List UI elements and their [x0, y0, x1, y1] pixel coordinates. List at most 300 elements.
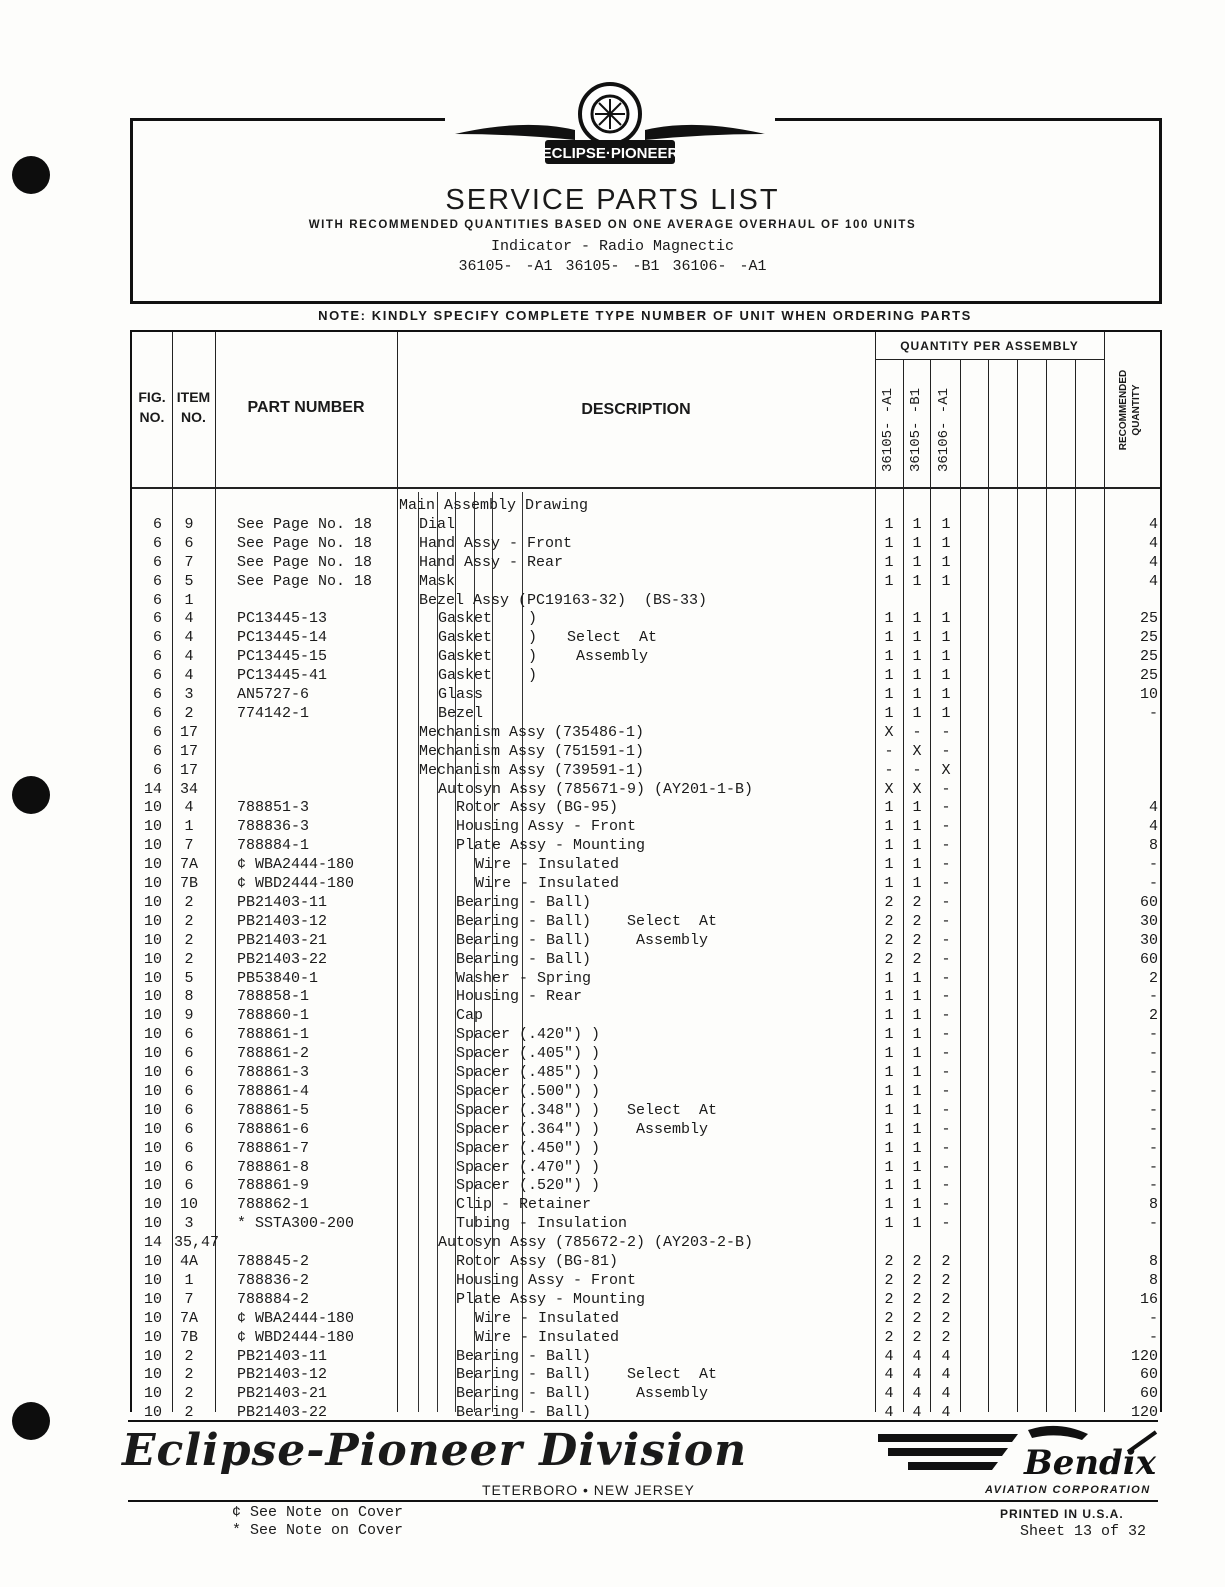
description: Washer - Spring [456, 969, 592, 987]
part-number: 788860-1 [237, 1007, 310, 1025]
qty-36106-a1: - [941, 1177, 951, 1195]
fig-no: 10 [143, 799, 162, 817]
item-no: 8 [184, 988, 194, 1006]
description-note: Assembly [627, 931, 709, 949]
item-no: 3 [184, 686, 194, 703]
fig-no: 14 [143, 1234, 162, 1252]
part-number: 788861-9 [237, 1177, 310, 1195]
qty-36106-a1: 2 [941, 1328, 951, 1346]
fig-no: 10 [143, 1404, 162, 1422]
qty-36105-a1: 1 [884, 534, 894, 552]
description-note: Select At [627, 912, 718, 930]
description-note: Select At [567, 629, 658, 647]
qty-36105-a1: 1 [884, 1196, 894, 1214]
qty-36106-a1: - [941, 723, 951, 741]
description: Housing Assy - Front [456, 1271, 637, 1289]
qty-36105-a1: 2 [884, 893, 894, 911]
fig-no: 10 [143, 931, 162, 949]
qty-36106-a1: 1 [941, 686, 951, 703]
fig-no: 10 [143, 818, 162, 836]
fig-no: 6 [152, 686, 162, 703]
qty-36105-b1: 1 [912, 704, 922, 722]
table-row [132, 723, 1160, 742]
part-number: AN5727-6 [237, 686, 310, 703]
qty-36105-a1: 1 [884, 686, 894, 703]
qty-36106-a1: 1 [941, 704, 951, 722]
recommended-quantity: 30 [1139, 912, 1158, 930]
item-no: 6 [184, 1101, 194, 1119]
description: Hand Assy - Front [419, 534, 573, 552]
qty-36106-a1: 1 [941, 515, 951, 533]
recommended-quantity: - [1148, 1215, 1158, 1233]
qty-36105-b1: 1 [912, 1177, 922, 1195]
table-row [132, 609, 1160, 628]
qty-36105-b1: 1 [912, 818, 922, 836]
description: Housing - Rear [456, 988, 583, 1006]
part-number: 788862-1 [237, 1196, 310, 1214]
item-no: 1 [184, 1271, 194, 1289]
fig-no: 10 [143, 1328, 162, 1346]
recommended-quantity: 25 [1139, 648, 1158, 666]
qty-36105-b1: 4 [912, 1366, 922, 1384]
qty-36105-b1: 1 [912, 1026, 922, 1044]
table-row [132, 1082, 1160, 1101]
recommended-quantity: 4 [1148, 515, 1158, 533]
item-no: 1 [184, 591, 194, 609]
qty-36106-a1: X [941, 761, 951, 779]
item-no: 6 [184, 1045, 194, 1063]
table-row [132, 1139, 1160, 1158]
description: Cap [456, 1007, 484, 1025]
unit-name: Indicator - Radio Magnectic [490, 238, 735, 255]
description: Tubing - Insulation [456, 1215, 628, 1233]
qty-36106-a1: - [941, 969, 951, 987]
fig-no: 10 [143, 1309, 162, 1327]
recommended-quantity: - [1148, 988, 1158, 1006]
qty-36105-a1: 1 [884, 704, 894, 722]
qty-36105-a1: 1 [884, 799, 894, 817]
item-no: 3 [184, 1215, 194, 1233]
item-no: 6 [184, 534, 194, 552]
fig-no: 6 [152, 742, 162, 760]
recommended-quantity: 8 [1148, 1253, 1158, 1270]
fig-no: 6 [152, 723, 162, 741]
qty-36106-a1: - [941, 1007, 951, 1025]
qty-36105-a1: 1 [884, 648, 894, 666]
qty-36106-a1: - [941, 912, 951, 930]
table-row [132, 817, 1160, 836]
qty-36105-b1: 1 [912, 1158, 922, 1176]
qty-36105-a1: X [884, 780, 894, 798]
part-number: 788836-3 [237, 818, 310, 836]
punch-hole [12, 1402, 50, 1440]
description: Mask [419, 572, 456, 590]
qty-36105-a1: 1 [884, 629, 894, 647]
part-number: PC13445-13 [237, 610, 328, 628]
svg-text:ECLIPSE·PIONEER: ECLIPSE·PIONEER [541, 145, 679, 162]
qty-36106-a1: - [941, 856, 951, 874]
qty-36105-b1: 1 [912, 629, 922, 647]
qty-36106-a1: - [941, 893, 951, 911]
table-row [132, 855, 1160, 874]
part-number: 788861-6 [237, 1120, 310, 1138]
qty-36105-a1: 1 [884, 1139, 894, 1157]
table-row [132, 1101, 1160, 1120]
qty-36106-a1: - [941, 1120, 951, 1138]
part-number: PB21403-21 [237, 931, 328, 949]
table-row [132, 1384, 1160, 1403]
recommended-quantity: 25 [1139, 667, 1158, 685]
recommended-quantity: 60 [1139, 1366, 1158, 1384]
part-number: 788861-7 [237, 1139, 310, 1157]
table-row [132, 1347, 1160, 1366]
item-no: 34 [179, 780, 198, 798]
description: Hand Assy - Rear [419, 553, 564, 571]
qty-36106-a1: 2 [941, 1271, 951, 1289]
item-no: 7A [179, 856, 198, 874]
table-row [132, 1025, 1160, 1044]
description: Spacer (.405") ) [456, 1045, 601, 1063]
qty-36106-a1: - [941, 988, 951, 1006]
qty-36105-b1: 1 [912, 610, 922, 628]
table-row [132, 685, 1160, 704]
description: Spacer (.500") ) [456, 1082, 601, 1100]
qty-36106-a1: - [941, 875, 951, 892]
fig-no: 6 [152, 667, 162, 685]
qty-36105-a1: 1 [884, 1215, 894, 1233]
item-no: 2 [184, 912, 194, 930]
description: Gasket ) [438, 648, 538, 666]
description-note: Assembly [567, 648, 649, 666]
item-no: 6 [184, 1158, 194, 1176]
fig-no: 10 [143, 1139, 162, 1157]
recommended-quantity: - [1148, 1101, 1158, 1119]
part-number: PB21403-11 [237, 1347, 328, 1365]
qty-36105-b1: 1 [912, 837, 922, 855]
table-row [132, 761, 1160, 780]
qty-36105-a1: 1 [884, 837, 894, 855]
description: Bearing - Ball) [456, 893, 592, 911]
qty-36106-a1: 4 [941, 1347, 951, 1365]
recommended-quantity: 25 [1139, 610, 1158, 628]
fig-no: 14 [143, 780, 162, 798]
description-note: Select At [627, 1366, 718, 1384]
qty-36105-a1: 2 [884, 1253, 894, 1270]
qty-36105-a1: - [884, 742, 894, 760]
part-number: 788861-5 [237, 1101, 310, 1119]
fig-no: 6 [152, 572, 162, 590]
qty-36105-b1: 1 [912, 1120, 922, 1138]
qty-36105-b1: X [912, 780, 922, 798]
description: Spacer (.364") ) [456, 1120, 601, 1138]
part-number: 774142-1 [237, 704, 310, 722]
item-no: 4 [184, 610, 194, 628]
qty-36105-a1: 4 [884, 1366, 894, 1384]
part-number: See Page No. 18 [237, 534, 373, 552]
qty-36106-a1: 1 [941, 553, 951, 571]
qty-36105-a1: 1 [884, 1082, 894, 1100]
recommended-quantity: 4 [1148, 572, 1158, 590]
recommended-quantity: 120 [1130, 1404, 1158, 1422]
qty-36105-b1: 2 [912, 931, 922, 949]
description: Rotor Assy (BG-81) [456, 1253, 619, 1270]
qty-36105-b1: 1 [912, 667, 922, 685]
description: Mechanism Assy (735486-1) [419, 723, 645, 741]
fig-no: 10 [143, 1120, 162, 1138]
col-part-number: PART NUMBER [247, 399, 365, 416]
qty-36105-b1: - [912, 761, 922, 779]
fig-no: 6 [152, 610, 162, 628]
fig-no: 10 [143, 1366, 162, 1384]
footnote-cent: ¢ See Note on Cover [232, 1504, 404, 1521]
description: Mechanism Assy (739591-1) [419, 761, 645, 779]
qty-36105-a1: 2 [884, 1328, 894, 1346]
description: Housing Assy - Front [456, 818, 637, 836]
description: Wire - Insulated [475, 856, 620, 874]
fig-no: 6 [152, 761, 162, 779]
table-row [132, 836, 1160, 855]
item-no: 4 [184, 799, 194, 817]
qty-36105-b1: 1 [912, 1101, 922, 1119]
table-row [132, 1063, 1160, 1082]
part-number: ¢ WBD2444-180 [237, 1328, 355, 1346]
item-no: 6 [184, 1139, 194, 1157]
qty-36105-a1: 1 [884, 1101, 894, 1119]
item-no: 7B [179, 875, 198, 892]
eclipse-pioneer-logo [445, 82, 775, 172]
fig-no: 10 [143, 1177, 162, 1195]
table-row [132, 780, 1160, 799]
item-no: 2 [184, 1404, 194, 1422]
col-qty-36105-a1: 36105- -A1 [880, 387, 896, 472]
qty-36105-b1: 2 [912, 912, 922, 930]
qty-36105-b1: 2 [912, 1309, 922, 1327]
fig-no: 10 [143, 893, 162, 911]
qty-36106-a1: - [941, 950, 951, 968]
table-row [132, 666, 1160, 685]
recommended-quantity: - [1148, 1139, 1158, 1157]
description: Plate Assy - Mounting [456, 837, 646, 855]
item-no: 1 [184, 818, 194, 836]
table-row [132, 534, 1160, 553]
part-number: See Page No. 18 [237, 553, 373, 571]
part-number: See Page No. 18 [237, 572, 373, 590]
qty-36105-b1: 2 [912, 1328, 922, 1346]
recommended-quantity: 2 [1148, 969, 1158, 987]
table-row [132, 912, 1160, 931]
recommended-quantity: - [1148, 1158, 1158, 1176]
fig-no: 10 [143, 1026, 162, 1044]
description: Bearing - Ball) [456, 931, 592, 949]
qty-36106-a1: - [941, 818, 951, 836]
table-row [132, 1252, 1160, 1271]
corporation-name: AVIATION CORPORATION [985, 1484, 1151, 1496]
qty-36106-a1: - [941, 1082, 951, 1100]
recommended-quantity: 16 [1139, 1290, 1158, 1308]
qty-36105-b1: 4 [912, 1404, 922, 1422]
part-number: 788861-1 [237, 1026, 310, 1044]
item-no: 4 [184, 629, 194, 647]
item-no: 17 [179, 761, 198, 779]
item-no: 4A [179, 1253, 198, 1270]
qty-36105-a1: 2 [884, 1271, 894, 1289]
description: Spacer (.348") ) [456, 1101, 601, 1119]
fig-no: 10 [143, 1064, 162, 1081]
qty-36106-a1: 1 [941, 667, 951, 685]
qty-36105-b1: 1 [912, 856, 922, 874]
part-number: 788861-3 [237, 1064, 310, 1081]
col-recommended-quantity: RECOMMENDED QUANTITY [1118, 369, 1142, 451]
col-fig-no: FIG. NO. [138, 389, 166, 425]
recommended-quantity: 25 [1139, 629, 1158, 647]
qty-36105-a1: 1 [884, 1007, 894, 1025]
qty-36105-a1: 2 [884, 950, 894, 968]
recommended-quantity: - [1148, 1026, 1158, 1044]
table-row [132, 987, 1160, 1006]
item-no: 6 [184, 1082, 194, 1100]
recommended-quantity: - [1148, 1045, 1158, 1063]
fig-no: 10 [143, 988, 162, 1006]
qty-36105-b1: 1 [912, 1045, 922, 1063]
table-row [132, 1044, 1160, 1063]
fig-no: 10 [143, 1196, 162, 1214]
item-no: 7 [184, 837, 194, 855]
table-row [132, 874, 1160, 893]
location: TETERBORO • NEW JERSEY [482, 1482, 695, 1498]
table-row [132, 969, 1160, 988]
qty-36105-a1: 1 [884, 1177, 894, 1195]
table-row [132, 572, 1160, 591]
qty-36105-b1: 1 [912, 515, 922, 533]
description: Glass [438, 686, 484, 703]
table-row [132, 1271, 1160, 1290]
fig-no: 10 [143, 856, 162, 874]
description-note: Select At [627, 1101, 718, 1119]
qty-36105-a1: 2 [884, 1290, 894, 1308]
part-number: * SSTA300-200 [237, 1215, 355, 1233]
description: Gasket ) [438, 629, 538, 647]
fig-no: 10 [143, 969, 162, 987]
qty-36106-a1: 1 [941, 610, 951, 628]
item-no: 2 [184, 950, 194, 968]
qty-36105-b1: 1 [912, 1007, 922, 1025]
table-row [132, 1158, 1160, 1177]
qty-36105-a1: 4 [884, 1385, 894, 1403]
description: Spacer (.470") ) [456, 1158, 601, 1176]
recommended-quantity: 4 [1148, 534, 1158, 552]
table-row [132, 1233, 1160, 1252]
part-number: ¢ WBA2444-180 [237, 856, 355, 874]
qty-36106-a1: - [941, 1215, 951, 1233]
description: Spacer (.520") ) [456, 1177, 601, 1195]
qty-36105-b1: 1 [912, 799, 922, 817]
description: Clip - Retainer [456, 1196, 592, 1214]
fig-no: 6 [152, 648, 162, 666]
qty-36105-a1: 1 [884, 969, 894, 987]
description-note: Assembly [627, 1120, 709, 1138]
table-row [132, 1120, 1160, 1139]
item-no: 6 [184, 1064, 194, 1081]
item-no: 7B [179, 1328, 198, 1346]
qty-36105-a1: 1 [884, 1064, 894, 1081]
footnote-asterisk: * See Note on Cover [232, 1522, 404, 1539]
qty-36105-b1: 1 [912, 1139, 922, 1157]
item-no: 4 [184, 648, 194, 666]
recommended-quantity: 60 [1139, 893, 1158, 911]
recommended-quantity: 4 [1148, 553, 1158, 571]
recommended-quantity: 8 [1148, 837, 1158, 855]
col-qty-36105-b1: 36105- -B1 [908, 387, 924, 472]
qty-36105-b1: 2 [912, 1253, 922, 1270]
col-item-no: ITEM NO. [176, 389, 211, 425]
qty-36105-b1: 2 [912, 950, 922, 968]
table-row [132, 1006, 1160, 1025]
qty-36105-a1: 1 [884, 1045, 894, 1063]
part-number: PC13445-14 [237, 629, 328, 647]
qty-36105-b1: 1 [912, 572, 922, 590]
table-row [132, 647, 1160, 666]
qty-36105-b1: 1 [912, 988, 922, 1006]
qty-36106-a1: - [941, 742, 951, 760]
qty-36106-a1: 2 [941, 1253, 951, 1270]
part-number: See Page No. 18 [237, 515, 373, 533]
description: Bearing - Ball) [456, 1385, 592, 1403]
qty-36105-a1: 4 [884, 1404, 894, 1422]
item-no: 10 [179, 1196, 198, 1214]
description: Dial [419, 515, 456, 533]
qty-36105-a1: 1 [884, 1158, 894, 1176]
item-no: 4 [184, 667, 194, 685]
qty-36106-a1: 1 [941, 629, 951, 647]
qty-36105-b1: 2 [912, 1271, 922, 1289]
fig-no: 10 [143, 1158, 162, 1176]
recommended-quantity: 8 [1148, 1271, 1158, 1289]
qty-36105-b1: 1 [912, 969, 922, 987]
item-no: 35,47 [174, 1234, 220, 1252]
item-no: 17 [179, 723, 198, 741]
item-no: 7A [179, 1309, 198, 1327]
fig-no: 6 [152, 553, 162, 571]
qty-36106-a1: - [941, 780, 951, 798]
recommended-quantity: 30 [1139, 931, 1158, 949]
description: Spacer (.485") ) [456, 1064, 601, 1081]
item-no: 6 [184, 1177, 194, 1195]
col-description: DESCRIPTION [581, 401, 691, 418]
description: Bearing - Ball) [456, 1366, 592, 1384]
punch-hole [12, 776, 50, 814]
fig-no: 6 [152, 534, 162, 552]
qty-36106-a1: - [941, 1139, 951, 1157]
qty-36106-a1: - [941, 1064, 951, 1081]
qty-36105-a1: 4 [884, 1347, 894, 1365]
qty-36106-a1: - [941, 931, 951, 949]
qty-36105-b1: 1 [912, 553, 922, 571]
qty-36106-a1: 1 [941, 534, 951, 552]
part-number: 788845-2 [237, 1253, 310, 1270]
qty-36106-a1: 1 [941, 572, 951, 590]
description: Autosyn Assy (785671-9) (AY201-1-B) [438, 780, 754, 798]
recommended-quantity: - [1148, 1309, 1158, 1327]
qty-36105-b1: 2 [912, 893, 922, 911]
qty-36105-a1: 1 [884, 1026, 894, 1044]
division-name: Eclipse-Pioneer Division [122, 1425, 748, 1476]
unit-numbers: 36105- -A1 36105- -B1 36106- -A1 [458, 258, 767, 275]
recommended-quantity: 60 [1139, 1385, 1158, 1403]
part-number: 788861-8 [237, 1158, 310, 1176]
qty-36106-a1: 1 [941, 648, 951, 666]
qty-36105-a1: 1 [884, 610, 894, 628]
item-no: 6 [184, 1026, 194, 1044]
